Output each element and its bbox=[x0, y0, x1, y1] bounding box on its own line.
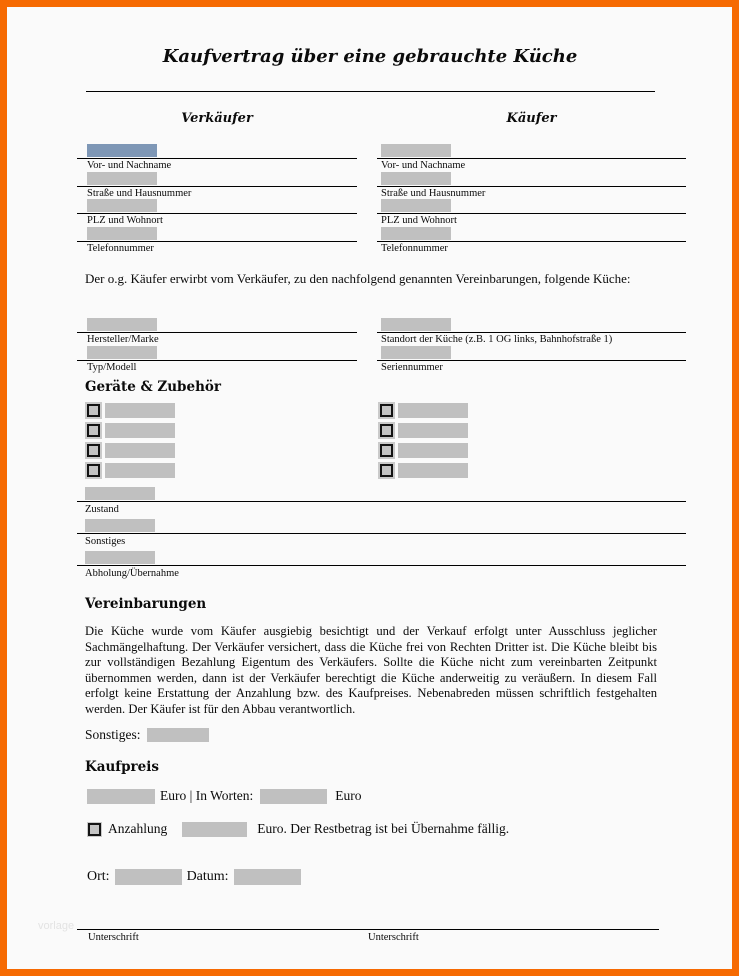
kitchen-location-field[interactable] bbox=[381, 318, 451, 331]
field-row bbox=[377, 346, 686, 374]
accessory-row bbox=[85, 442, 175, 462]
price-words-field[interactable] bbox=[260, 789, 327, 804]
field-label: Vor- und Nachname bbox=[381, 160, 466, 171]
page-title: Kaufvertrag über eine gebrauchte Küche bbox=[162, 46, 578, 67]
accessory-checkbox-icon[interactable] bbox=[380, 464, 393, 477]
price-heading: Kaufpreis bbox=[85, 759, 159, 775]
deposit-amount-field[interactable] bbox=[182, 822, 247, 837]
manufacturer-field[interactable] bbox=[87, 318, 157, 331]
accessory-name-field[interactable] bbox=[398, 463, 468, 478]
buyer-header: Käufer bbox=[506, 111, 557, 126]
field-label: Sonstiges bbox=[85, 536, 126, 547]
seller-city-field[interactable] bbox=[87, 199, 157, 212]
field-row bbox=[377, 172, 686, 200]
accessory-checkbox-icon[interactable] bbox=[87, 464, 100, 477]
accessory-checkbox-icon[interactable] bbox=[380, 404, 393, 417]
field-row bbox=[77, 551, 686, 583]
accessory-row bbox=[85, 402, 175, 422]
seller-street-field[interactable] bbox=[87, 172, 157, 185]
field-label: Zustand bbox=[85, 504, 119, 515]
kitchen-right-column bbox=[377, 318, 686, 373]
pickup-handover-field[interactable] bbox=[85, 551, 155, 564]
kitchen-left-column bbox=[77, 318, 357, 373]
misc-row bbox=[85, 727, 209, 743]
deposit-row bbox=[87, 821, 509, 837]
accessory-name-field[interactable] bbox=[398, 403, 468, 418]
accessory-name-field[interactable] bbox=[105, 423, 175, 438]
place-date-row bbox=[87, 869, 301, 885]
accessory-checkbox-icon[interactable] bbox=[380, 424, 393, 437]
field-row bbox=[77, 519, 686, 551]
accessory-name-field[interactable] bbox=[398, 443, 468, 458]
seller-header: Verkäufer bbox=[181, 111, 253, 126]
buyer-street-field[interactable] bbox=[381, 172, 451, 185]
accessories-right-column bbox=[378, 402, 468, 482]
buyer-column bbox=[377, 144, 686, 254]
condition-field[interactable] bbox=[85, 487, 155, 500]
field-row bbox=[77, 318, 357, 346]
misc-label: Sonstiges: bbox=[85, 727, 141, 742]
seller-phone-field[interactable] bbox=[87, 227, 157, 240]
agreements-text: Die Küche wurde vom Käufer ausgiebig besichtigt und der Verkauf erfolgt unter Ausschluss jeglicher Sachmängelhaftung. Der Verkäufer versichert, dass die Küche frei von Rechten Dritter ist. Die Küche bleibt bis zur vollständigen Bezahlung Eigentum des Verkäufers. Sollte die Küche nicht zum vereinbarten Zeitpunkt übernommen werden, dann ist der Verkäufer berechtigt die Küche anderweitig zu veräußern. In diesem Fall erfolgt keine Erstattung der Anzahlung bzw. des Kaufpreises. Nebenabreden müssen schriftlich festgehalten werden. Der Käufer ist für den Abbau verantwortlich. bbox=[85, 624, 657, 716]
accessory-name-field[interactable] bbox=[398, 423, 468, 438]
accessory-name-field[interactable] bbox=[105, 403, 175, 418]
field-label: Typ/Modell bbox=[87, 361, 137, 373]
checkbox-patch bbox=[85, 402, 102, 419]
buyer-name-field[interactable] bbox=[381, 144, 451, 157]
checkbox-patch bbox=[378, 422, 395, 439]
field-row bbox=[377, 227, 686, 255]
model-field[interactable] bbox=[87, 346, 157, 359]
serial-number-field[interactable] bbox=[381, 346, 451, 359]
field-label: Seriennummer bbox=[381, 361, 443, 373]
seller-name-field[interactable] bbox=[87, 144, 157, 157]
checkbox-patch bbox=[85, 462, 102, 479]
accessory-row bbox=[378, 402, 468, 422]
field-row bbox=[377, 318, 686, 346]
accessories-left-column bbox=[85, 402, 175, 482]
field-label: Hersteller/Marke bbox=[87, 334, 159, 345]
accessory-row bbox=[378, 422, 468, 442]
accessory-row bbox=[378, 442, 468, 462]
accessory-row bbox=[85, 462, 175, 482]
deposit-rest-label: Euro. Der Restbetrag ist bei Übernahme fällig. bbox=[257, 821, 510, 836]
accessory-row bbox=[85, 422, 175, 442]
field-label: PLZ und Wohnort bbox=[87, 215, 163, 226]
field-label: Straße und Hausnummer bbox=[87, 187, 192, 199]
accessory-row bbox=[378, 462, 468, 482]
buyer-signature-label: Unterschrift bbox=[368, 932, 419, 943]
buyer-city-field[interactable] bbox=[381, 199, 451, 212]
checkbox-patch bbox=[85, 442, 102, 459]
field-label: PLZ und Wohnort bbox=[381, 215, 457, 226]
checkbox-patch bbox=[85, 422, 102, 439]
checkbox-patch bbox=[378, 402, 395, 419]
accessory-name-field[interactable] bbox=[105, 443, 175, 458]
date-label: Datum: bbox=[186, 869, 229, 884]
misc-field[interactable] bbox=[85, 519, 155, 532]
misc-extra-field[interactable] bbox=[147, 728, 209, 742]
buyer-phone-field[interactable] bbox=[381, 227, 451, 240]
accessories-heading: Geräte & Zubehör bbox=[85, 379, 222, 395]
place-field[interactable] bbox=[115, 869, 182, 885]
field-label: Telefonnummer bbox=[381, 242, 448, 254]
field-row bbox=[77, 227, 357, 255]
accessory-checkbox-icon[interactable] bbox=[380, 444, 393, 457]
field-label: Straße und Hausnummer bbox=[381, 187, 486, 199]
checkbox-patch bbox=[378, 462, 395, 479]
field-label: Vor- und Nachname bbox=[87, 160, 172, 171]
field-label: Telefonnummer bbox=[87, 242, 154, 254]
field-row bbox=[77, 144, 357, 172]
price-in-words-label: Euro | In Worten: bbox=[160, 788, 254, 803]
price-row bbox=[87, 788, 361, 804]
field-label: Abholung/Übernahme bbox=[85, 568, 179, 579]
accessory-checkbox-icon[interactable] bbox=[87, 424, 100, 437]
deposit-label: Anzahlung bbox=[108, 821, 168, 836]
condition-fields bbox=[77, 487, 686, 583]
field-row bbox=[377, 144, 686, 172]
date-field[interactable] bbox=[234, 869, 301, 885]
intro-text: Der o.g. Käufer erwirbt vom Verkäufer, zu den nachfolgend genannten Vereinbarungen, folgende Küche: bbox=[85, 271, 631, 286]
vorlage-watermark: vorlage bbox=[38, 920, 75, 932]
checkbox-patch bbox=[378, 442, 395, 459]
checkbox-patch bbox=[87, 822, 102, 837]
agreements-heading: Vereinbarungen bbox=[85, 596, 207, 612]
field-row bbox=[77, 487, 686, 519]
signature-line bbox=[77, 929, 659, 930]
seller-signature-label: Unterschrift bbox=[88, 932, 139, 943]
field-row bbox=[77, 199, 357, 227]
field-label: Standort der Küche (z.B. 1 OG links, Bahnhofstraße 1) bbox=[381, 334, 613, 345]
accessory-checkbox-icon[interactable] bbox=[87, 404, 100, 417]
accessory-name-field[interactable] bbox=[105, 463, 175, 478]
euro-label: Euro bbox=[335, 788, 362, 803]
place-label: Ort: bbox=[87, 869, 110, 884]
field-row bbox=[377, 199, 686, 227]
field-row bbox=[77, 346, 357, 374]
field-row bbox=[77, 172, 357, 200]
price-amount-field[interactable] bbox=[87, 789, 155, 804]
title-divider bbox=[86, 91, 655, 92]
accessory-checkbox-icon[interactable] bbox=[87, 444, 100, 457]
seller-column bbox=[77, 144, 357, 254]
deposit-checkbox-icon[interactable] bbox=[88, 823, 101, 836]
